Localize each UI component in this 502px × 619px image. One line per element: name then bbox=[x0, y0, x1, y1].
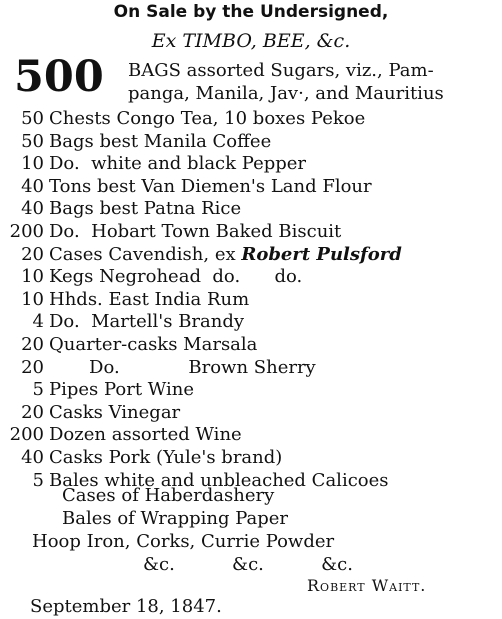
extra-line-wrapping-paper: Bales of Wrapping Paper bbox=[62, 508, 289, 529]
item-quantity: 20 bbox=[21, 356, 44, 378]
item-line bbox=[0, 356, 316, 378]
signature: Robert Waitt. bbox=[307, 576, 427, 595]
item-quantity: 40 bbox=[21, 447, 44, 468]
lead-quantity: 500 bbox=[14, 52, 104, 102]
item-line bbox=[0, 223, 341, 241]
item-description: Pipes Port Wine bbox=[49, 379, 194, 401]
item-description: Do. white and black Pepper bbox=[49, 153, 307, 175]
item-description: Bags best Patna Rice bbox=[49, 198, 242, 220]
item-quantity: 20 bbox=[21, 243, 44, 265]
item-line bbox=[0, 401, 181, 423]
item-line bbox=[0, 200, 241, 218]
item-quantity: 4 bbox=[32, 311, 44, 333]
item-quantity: 10 bbox=[21, 288, 44, 310]
item-quantity: 10 bbox=[21, 266, 44, 288]
item-description: Chests Congo Tea, 10 boxes Pekoe bbox=[49, 108, 366, 129]
item-quantity: 5 bbox=[32, 469, 44, 491]
date-line: September 18, 1847. bbox=[30, 596, 222, 617]
item-line bbox=[0, 313, 244, 331]
item-description: Tons best Van Diemen's Land Flour bbox=[49, 175, 372, 197]
item-line bbox=[0, 110, 365, 128]
item-vessel-name: Robert Pulsford bbox=[241, 243, 402, 265]
item-quantity: 50 bbox=[21, 130, 44, 152]
item-description: Casks Vinegar bbox=[49, 401, 181, 423]
item-line bbox=[0, 130, 272, 152]
item-line bbox=[0, 268, 302, 286]
hoop-iron-line: Hoop Iron, Corks, Currie Powder bbox=[32, 531, 335, 552]
extra-line-haberdashery: Cases of Haberdashery bbox=[62, 485, 275, 506]
item-quantity: 40 bbox=[21, 175, 44, 197]
lead-line-2: panga, Manila, Jav·, and Mauritius bbox=[128, 83, 444, 104]
item-quantity: 40 bbox=[21, 198, 44, 220]
item-line bbox=[0, 449, 282, 467]
item-description: Bags best Manila Coffee bbox=[49, 130, 272, 152]
ad-heading: On Sale by the Undersigned, bbox=[113, 2, 389, 22]
item-line bbox=[0, 243, 402, 265]
item-quantity: 200 bbox=[9, 221, 44, 242]
item-description: Dozen assorted Wine bbox=[49, 424, 242, 446]
etc-line: &c. &c. &c. bbox=[143, 554, 353, 575]
item-line bbox=[0, 155, 306, 173]
item-line bbox=[0, 336, 257, 354]
item-line bbox=[0, 175, 372, 197]
ad-subheading: Ex TIMBO, BEE, &c. bbox=[151, 30, 351, 52]
item-description: Bales white and unbleached Calicoes bbox=[49, 469, 389, 491]
item-quantity: 20 bbox=[21, 334, 44, 355]
item-line bbox=[0, 288, 250, 310]
item-description: Do. Hobart Town Baked Biscuit bbox=[49, 221, 342, 242]
item-quantity: 50 bbox=[21, 108, 44, 129]
item-quantity: 20 bbox=[21, 401, 44, 423]
item-line bbox=[0, 426, 242, 444]
item-quantity: 5 bbox=[32, 379, 44, 401]
item-description: Kegs Negrohead do. do. bbox=[49, 266, 303, 288]
item-description: Quarter-casks Marsala bbox=[49, 334, 258, 355]
lead-line-1: BAGS assorted Sugars, viz., Pam- bbox=[128, 60, 434, 81]
item-description: Hhds. East India Rum bbox=[49, 288, 250, 310]
item-quantity: 10 bbox=[21, 153, 44, 175]
item-line bbox=[0, 381, 194, 399]
item-description: Cases Cavendish, ex bbox=[49, 243, 242, 265]
item-description: Do. Brown Sherry bbox=[49, 356, 316, 378]
item-description: Casks Pork (Yule's brand) bbox=[49, 447, 283, 468]
item-description: Do. Martell's Brandy bbox=[49, 311, 245, 333]
item-quantity: 200 bbox=[9, 424, 44, 446]
